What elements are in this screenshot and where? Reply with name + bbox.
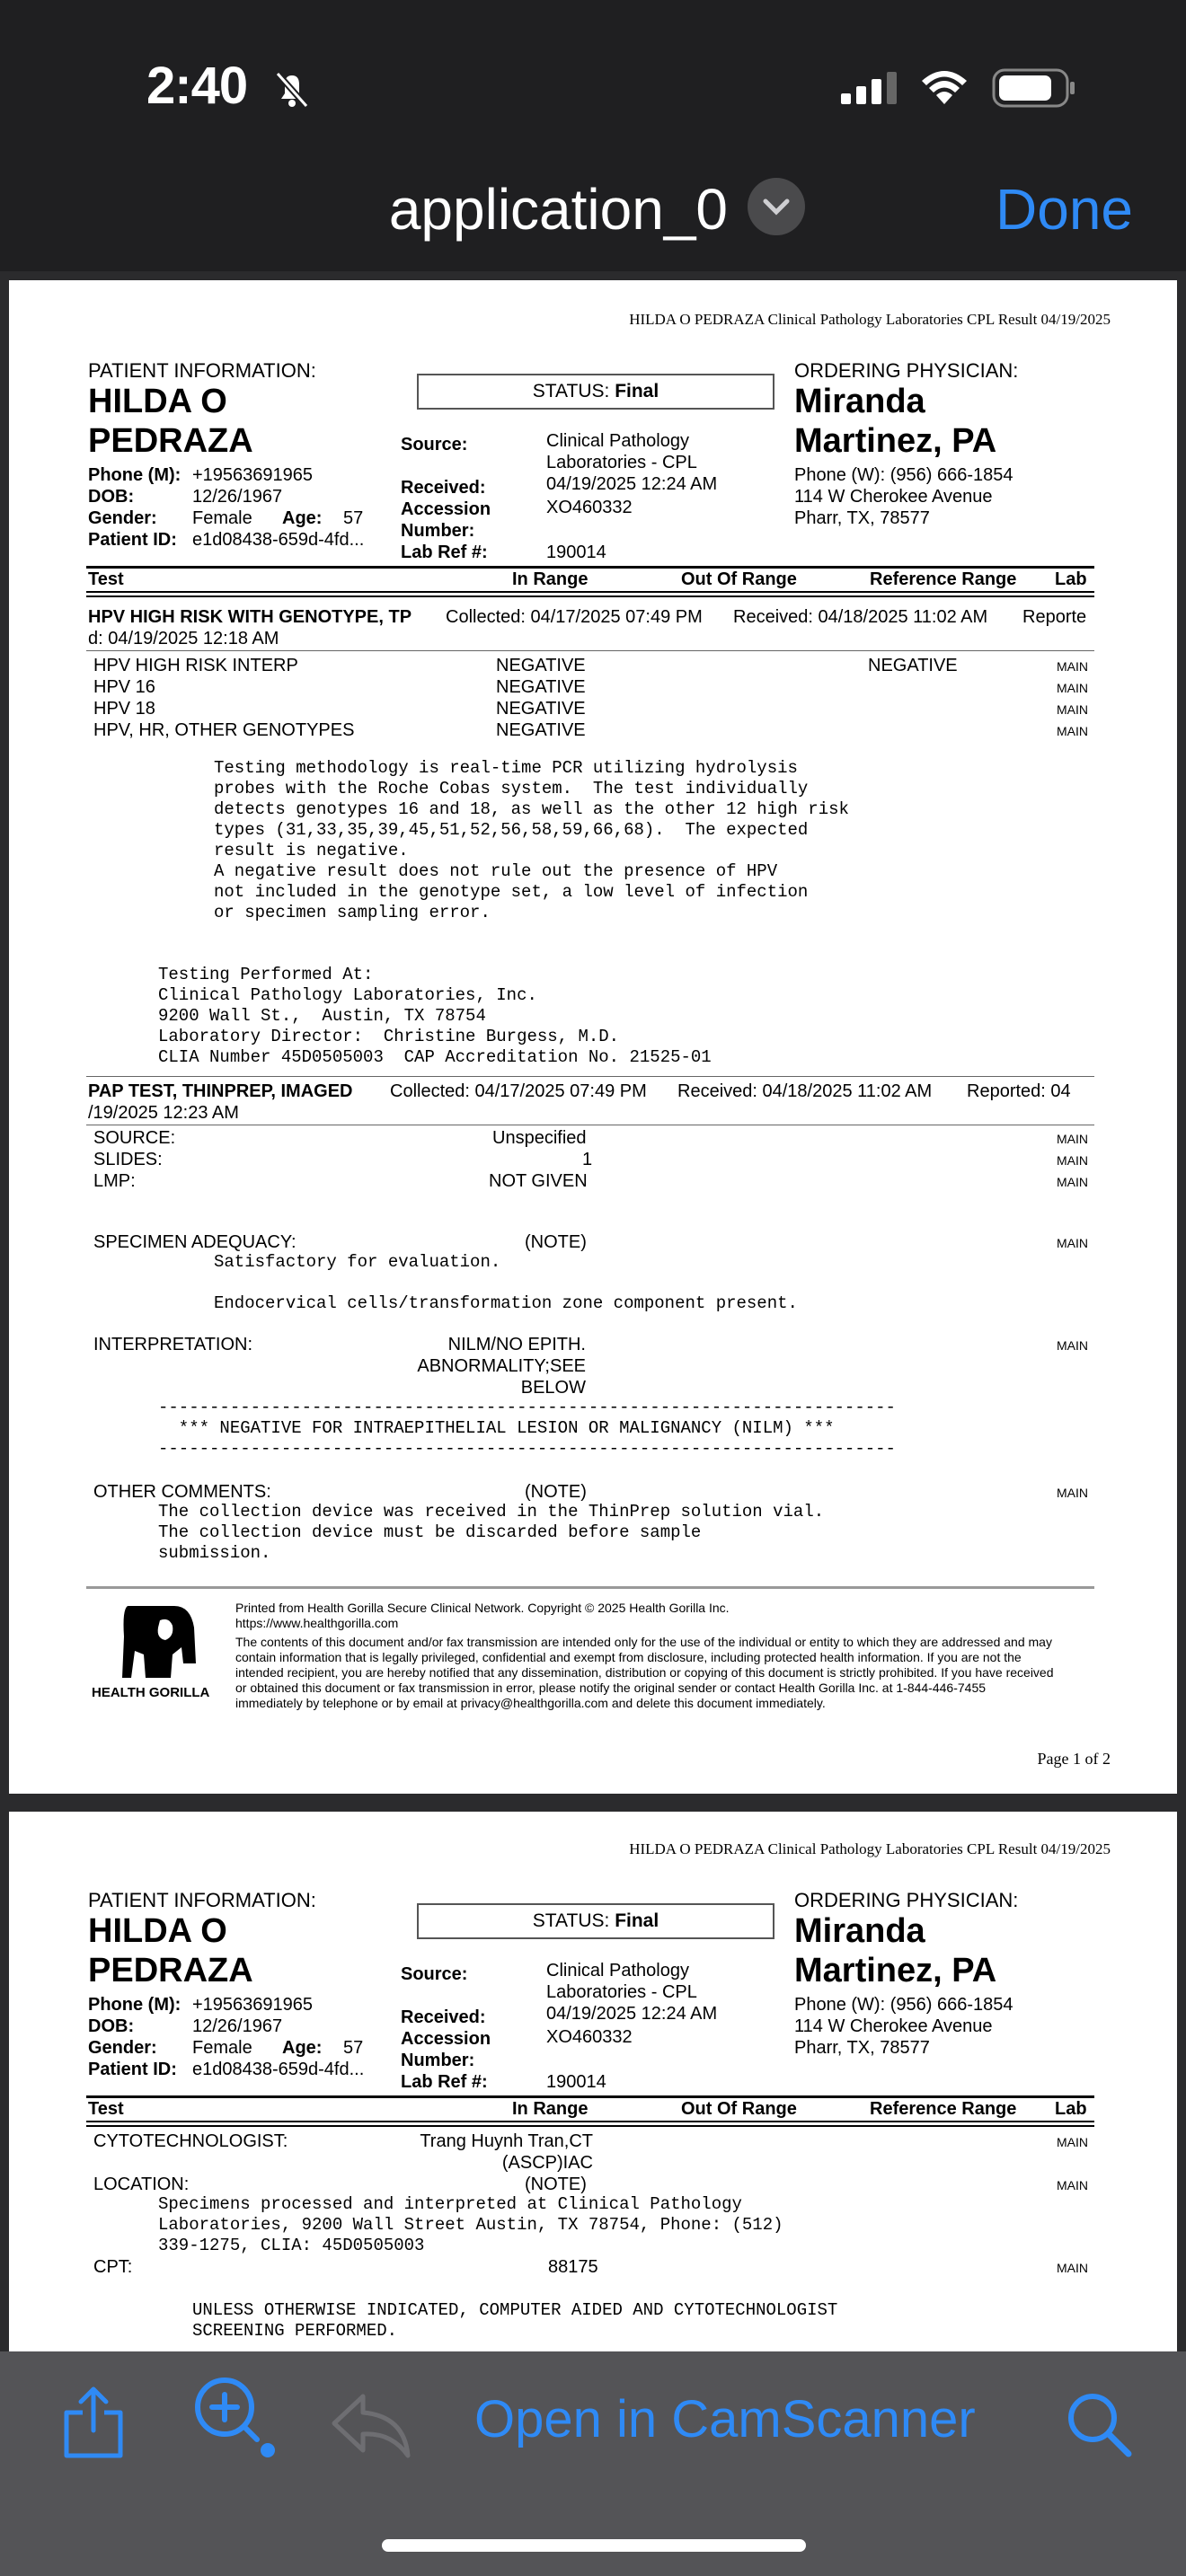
lab-code: MAIN bbox=[1057, 1236, 1088, 1250]
lab-code: MAIN bbox=[1057, 1153, 1088, 1168]
other-comments-note: The collection device was received in the ThinPrep solution vial. The collection device must be discarded before sample submission. bbox=[158, 1502, 825, 1563]
gender-label: Gender: bbox=[88, 2038, 157, 2058]
footer-disclaimer: The contents of this document and/or fax transmission are intended only for the use of the individual or entity to which they are addressed and may bbox=[235, 1635, 1052, 1649]
cpt-value: 88175 bbox=[548, 2257, 598, 2277]
health-gorilla-logo-icon bbox=[119, 1601, 205, 1681]
lab-code: MAIN bbox=[1057, 1175, 1088, 1189]
phone-label: Phone (M): bbox=[88, 465, 181, 485]
patient-name-line1: HILDA O bbox=[88, 1912, 227, 1950]
share-icon[interactable] bbox=[58, 2382, 129, 2461]
col-lab: Lab bbox=[1055, 2099, 1087, 2119]
accession-label-1: Accession bbox=[401, 2029, 491, 2049]
patient-name-line2: PEDRAZA bbox=[88, 1952, 253, 1989]
pap-lmp-label: LMP: bbox=[93, 1171, 136, 1191]
lab-code: MAIN bbox=[1057, 724, 1088, 738]
gender-value: Female bbox=[192, 2038, 252, 2058]
pdf-page-2 bbox=[9, 1812, 1177, 2353]
col-in-range: In Range bbox=[512, 2099, 589, 2119]
wifi-icon bbox=[920, 70, 969, 106]
dob-label: DOB: bbox=[88, 487, 135, 507]
patient-id-value: e1d08438-659d-4fd... bbox=[192, 530, 365, 550]
patient-name-line2: PEDRAZA bbox=[88, 422, 253, 460]
page-number: Page 1 of 2 bbox=[1037, 1750, 1111, 1768]
hpv-row-ref: NEGATIVE bbox=[868, 656, 958, 675]
footer-disclaimer: or obtained this document or fax transmission in error, please notify the original sender or contact Health Gorilla Inc. at 1-844-446-7455 bbox=[235, 1681, 987, 1695]
status-value: Final bbox=[615, 1910, 659, 1931]
status-label: STATUS: bbox=[532, 1910, 610, 1931]
document-title[interactable]: application_0 bbox=[388, 177, 728, 242]
location-note: Specimens processed and interpreted at Clinical Pathology Laboratories, 9200 Wall Street Austin, TX 78754, Phone: (512) 339-1275, CLIA: 45D0505003 bbox=[158, 2194, 783, 2255]
interpretation-label: INTERPRETATION: bbox=[93, 1335, 253, 1354]
physician-address-2: Pharr, TX, 78577 bbox=[794, 2038, 930, 2058]
dob-value: 12/26/1967 bbox=[192, 487, 283, 507]
physician-address-2: Pharr, TX, 78577 bbox=[794, 508, 930, 528]
physician-address-1: 114 W Cherokee Avenue bbox=[794, 2016, 993, 2036]
page-header-line: HILDA O PEDRAZA Clinical Pathology Laboratories CPL Result 04/19/2025 bbox=[629, 311, 1111, 328]
col-reference-range: Reference Range bbox=[870, 2099, 1017, 2119]
section-rule bbox=[86, 650, 1094, 651]
screening-note: UNLESS OTHERWISE INDICATED, COMPUTER AIDED AND CYTOTECHNOLOGIST SCREENING PERFORMED. bbox=[192, 2300, 838, 2341]
hpv-row-test: HPV HIGH RISK INTERP bbox=[93, 656, 298, 675]
labref-label: Lab Ref #: bbox=[401, 2072, 488, 2092]
hpv-row-value: NEGATIVE bbox=[496, 720, 586, 740]
nilm-result-block: ------------------------------------------------------------------------ *** NEGATIVE FOR INTRAEPITHELIAL LESION OR MALIGNANCY (NILM) *** ------------------------------------------------------------------------ bbox=[158, 1398, 896, 1459]
source-line2: Laboratories - CPL bbox=[546, 1982, 697, 2002]
status-label: STATUS: bbox=[532, 381, 610, 401]
patient-info-label: PATIENT INFORMATION: bbox=[88, 359, 316, 382]
cytotechnologist-line1: Trang Huynh Tran,CT bbox=[420, 2131, 593, 2151]
phone-value: +19563691965 bbox=[192, 1995, 314, 2015]
col-test: Test bbox=[88, 2099, 124, 2119]
status-time: 2:40 bbox=[146, 57, 248, 115]
received-value: 04/19/2025 12:24 AM bbox=[546, 2004, 718, 2024]
pap-lmp-value: NOT GIVEN bbox=[489, 1171, 588, 1191]
ordering-physician-label: ORDERING PHYSICIAN: bbox=[794, 1889, 1019, 1911]
physician-name-line2: Martinez, PA bbox=[794, 422, 997, 460]
hpv-test-title: HPV HIGH RISK WITH GENOTYPE, TP bbox=[88, 607, 412, 627]
hpv-row-test: HPV 18 bbox=[93, 699, 155, 719]
hpv-collected: Collected: 04/17/2025 07:49 PM bbox=[446, 607, 703, 627]
lab-code: MAIN bbox=[1057, 681, 1088, 695]
hpv-row-value: NEGATIVE bbox=[496, 699, 586, 719]
other-comments-value: (NOTE) bbox=[525, 1482, 587, 1502]
table-rule bbox=[86, 595, 1094, 597]
physician-phone: Phone (W): (956) 666-1854 bbox=[794, 465, 1013, 485]
lab-code: MAIN bbox=[1057, 702, 1088, 717]
pap-collected: Collected: 04/17/2025 07:49 PM bbox=[390, 1081, 647, 1101]
pap-reported-a: Reported: 04 bbox=[967, 1081, 1071, 1101]
hpv-row-value: NEGATIVE bbox=[496, 677, 586, 697]
patient-id-value: e1d08438-659d-4fd... bbox=[192, 2060, 365, 2079]
status-box bbox=[417, 374, 774, 410]
specimen-adequacy-value: (NOTE) bbox=[525, 1232, 587, 1252]
hpv-reported-b: d: 04/19/2025 12:18 AM bbox=[88, 629, 279, 648]
home-indicator[interactable] bbox=[382, 2539, 806, 2552]
patient-id-label: Patient ID: bbox=[88, 2060, 177, 2079]
pap-reported-b: /19/2025 12:23 AM bbox=[88, 1103, 239, 1123]
chevron-down-icon bbox=[748, 178, 805, 235]
battery-icon bbox=[992, 68, 1076, 108]
table-rule bbox=[86, 591, 1094, 593]
lab-code: MAIN bbox=[1057, 2178, 1088, 2192]
location-label: LOCATION: bbox=[93, 2175, 190, 2194]
other-comments-label: OTHER COMMENTS: bbox=[93, 1482, 271, 1502]
col-out-of-range: Out Of Range bbox=[681, 569, 797, 589]
interpretation-line1: NILM/NO EPITH. bbox=[447, 1335, 586, 1354]
signal-icon bbox=[841, 72, 898, 104]
dob-label: DOB: bbox=[88, 2016, 135, 2036]
lab-code: MAIN bbox=[1057, 659, 1088, 674]
accession-label-2: Number: bbox=[401, 2051, 475, 2070]
physician-name-line1: Miranda bbox=[794, 1912, 925, 1950]
age-label: Age: bbox=[282, 2038, 323, 2058]
lab-code: MAIN bbox=[1057, 1338, 1088, 1353]
lab-code: MAIN bbox=[1057, 2135, 1088, 2149]
accession-label-1: Accession bbox=[401, 499, 491, 519]
ordering-physician-label: ORDERING PHYSICIAN: bbox=[794, 359, 1019, 382]
received-value: 04/19/2025 12:24 AM bbox=[546, 474, 718, 494]
gender-value: Female bbox=[192, 508, 252, 528]
footer-disclaimer: immediately by telephone or by email at privacy@healthgorilla.com and delete this document immediately. bbox=[235, 1696, 826, 1710]
silent-bell-icon bbox=[274, 70, 310, 110]
reply-icon[interactable] bbox=[327, 2389, 417, 2461]
title-menu-button[interactable] bbox=[748, 178, 805, 235]
interpretation-line3: BELOW bbox=[520, 1378, 586, 1398]
patient-id-label: Patient ID: bbox=[88, 530, 177, 550]
cytotechnologist-line2: (ASCP)IAC bbox=[501, 2153, 593, 2173]
dob-value: 12/26/1967 bbox=[192, 2016, 283, 2036]
interpretation-line2: ABNORMALITY;SEE bbox=[417, 1356, 586, 1376]
source-line1: Clinical Pathology bbox=[546, 431, 689, 451]
hpv-row-value: NEGATIVE bbox=[496, 656, 586, 675]
table-rule bbox=[86, 566, 1094, 569]
physician-name-line1: Miranda bbox=[794, 383, 925, 420]
footer-disclaimer: contain information that is legally privileged, confidential and exempt from disclosure, including protected health information. If you are not the bbox=[235, 1650, 1022, 1664]
location-value: (NOTE) bbox=[525, 2175, 587, 2194]
specimen-adequacy-label: SPECIMEN ADEQUACY: bbox=[93, 1232, 296, 1252]
physician-address-1: 114 W Cherokee Avenue bbox=[794, 487, 993, 507]
pdf-page-1 bbox=[9, 280, 1177, 1794]
table-rule bbox=[86, 2125, 1094, 2127]
phone-label: Phone (M): bbox=[88, 1995, 181, 2015]
footer-disclaimer: intended recipient, you are hereby notified that any dissemination, distribution or copying of this document is strictly prohibited. If you have received bbox=[235, 1665, 1054, 1680]
footer-url[interactable]: https://www.healthgorilla.com bbox=[235, 1616, 399, 1630]
hpv-row-test: HPV, HR, OTHER GENOTYPES bbox=[93, 720, 355, 740]
physician-name-line2: Martinez, PA bbox=[794, 1952, 997, 1989]
hpv-testing-performed: Testing Performed At: Clinical Pathology Laboratories, Inc. 9200 Wall St., Austin, TX 78754 Laboratory Director: Christine Burgess, M.D. CLIA Number 45D0505003 CAP Accreditation No. 21525-01 bbox=[158, 965, 712, 1067]
page-header-line: HILDA O PEDRAZA Clinical Pathology Laboratories CPL Result 04/19/2025 bbox=[629, 1840, 1111, 1857]
status-box bbox=[417, 1903, 774, 1939]
table-rule bbox=[86, 2095, 1094, 2098]
lab-code: MAIN bbox=[1057, 2261, 1088, 2275]
col-lab: Lab bbox=[1055, 569, 1087, 589]
hpv-row-test: HPV 16 bbox=[93, 677, 155, 697]
search-zoom-icon[interactable] bbox=[185, 2371, 279, 2461]
gender-label: Gender: bbox=[88, 508, 157, 528]
source-label: Source: bbox=[401, 435, 468, 454]
source-line1: Clinical Pathology bbox=[546, 1961, 689, 1981]
table-rule bbox=[86, 2121, 1094, 2122]
accession-value: XO460332 bbox=[546, 2027, 633, 2047]
pap-slides-label: SLIDES: bbox=[93, 1150, 163, 1169]
pap-slides-value: 1 bbox=[582, 1150, 593, 1169]
cytotechnologist-label: CYTOTECHNOLOGIST: bbox=[93, 2131, 288, 2151]
pap-source-label: SOURCE: bbox=[93, 1128, 176, 1148]
open-in-camscanner-button[interactable]: Open in CamScanner bbox=[474, 2390, 976, 2448]
age-value: 57 bbox=[343, 2038, 364, 2058]
received-label: Received: bbox=[401, 478, 486, 498]
col-out-of-range: Out Of Range bbox=[681, 2099, 797, 2119]
section-rule bbox=[86, 1076, 1094, 1077]
specimen-adequacy-note: Satisfactory for evaluation. Endocervical cells/transformation zone component present. bbox=[214, 1252, 798, 1313]
accession-value: XO460332 bbox=[546, 498, 633, 517]
source-line2: Laboratories - CPL bbox=[546, 453, 697, 472]
col-in-range: In Range bbox=[512, 569, 589, 589]
status-value: Final bbox=[615, 381, 659, 401]
source-label: Source: bbox=[401, 1964, 468, 1984]
phone-value: +19563691965 bbox=[192, 465, 314, 485]
cpt-label: CPT: bbox=[93, 2257, 133, 2277]
lab-code: MAIN bbox=[1057, 1132, 1088, 1146]
hpv-received: Received: 04/18/2025 11:02 AM bbox=[733, 607, 988, 627]
col-test: Test bbox=[88, 569, 124, 589]
footer-printed: Printed from Health Gorilla Secure Clinical Network. Copyright © 2025 Health Gorilla Inc. bbox=[235, 1601, 730, 1615]
physician-phone: Phone (W): (956) 666-1854 bbox=[794, 1995, 1013, 2015]
patient-info-label: PATIENT INFORMATION: bbox=[88, 1889, 316, 1911]
accession-label-2: Number: bbox=[401, 521, 475, 541]
health-gorilla-logo-text: HEALTH GORILLA bbox=[92, 1685, 210, 1700]
col-reference-range: Reference Range bbox=[870, 569, 1017, 589]
hpv-methodology-note: Testing methodology is real-time PCR utilizing hydrolysis probes with the Roche Cobas system. The test individually detects genotypes 16 and 18, as well as the other 12 high risk types (31,33,35,39,45,51,52,56,58,59,66,68). The expected result is negative. A negative result does not rule out the presence of HPV not included in the genotype set, a low level of infection or specimen sampling error. bbox=[214, 758, 849, 922]
age-label: Age: bbox=[282, 508, 323, 528]
lab-code: MAIN bbox=[1057, 1486, 1088, 1500]
footer-rule bbox=[86, 1586, 1094, 1589]
pdf-viewer[interactable] bbox=[0, 271, 1186, 2353]
pap-received: Received: 04/18/2025 11:02 AM bbox=[677, 1081, 933, 1101]
pap-source-value: Unspecified bbox=[492, 1128, 587, 1148]
labref-label: Lab Ref #: bbox=[401, 543, 488, 562]
patient-name-line1: HILDA O bbox=[88, 383, 227, 420]
age-value: 57 bbox=[343, 508, 364, 528]
pap-test-title: PAP TEST, THINPREP, IMAGED bbox=[88, 1081, 353, 1101]
labref-value: 190014 bbox=[546, 2072, 606, 2092]
received-label: Received: bbox=[401, 2007, 486, 2027]
done-button[interactable]: Done bbox=[996, 177, 1133, 242]
search-icon[interactable] bbox=[1064, 2389, 1136, 2461]
hpv-reported-a: Reporte bbox=[1022, 607, 1087, 627]
labref-value: 190014 bbox=[546, 543, 606, 562]
